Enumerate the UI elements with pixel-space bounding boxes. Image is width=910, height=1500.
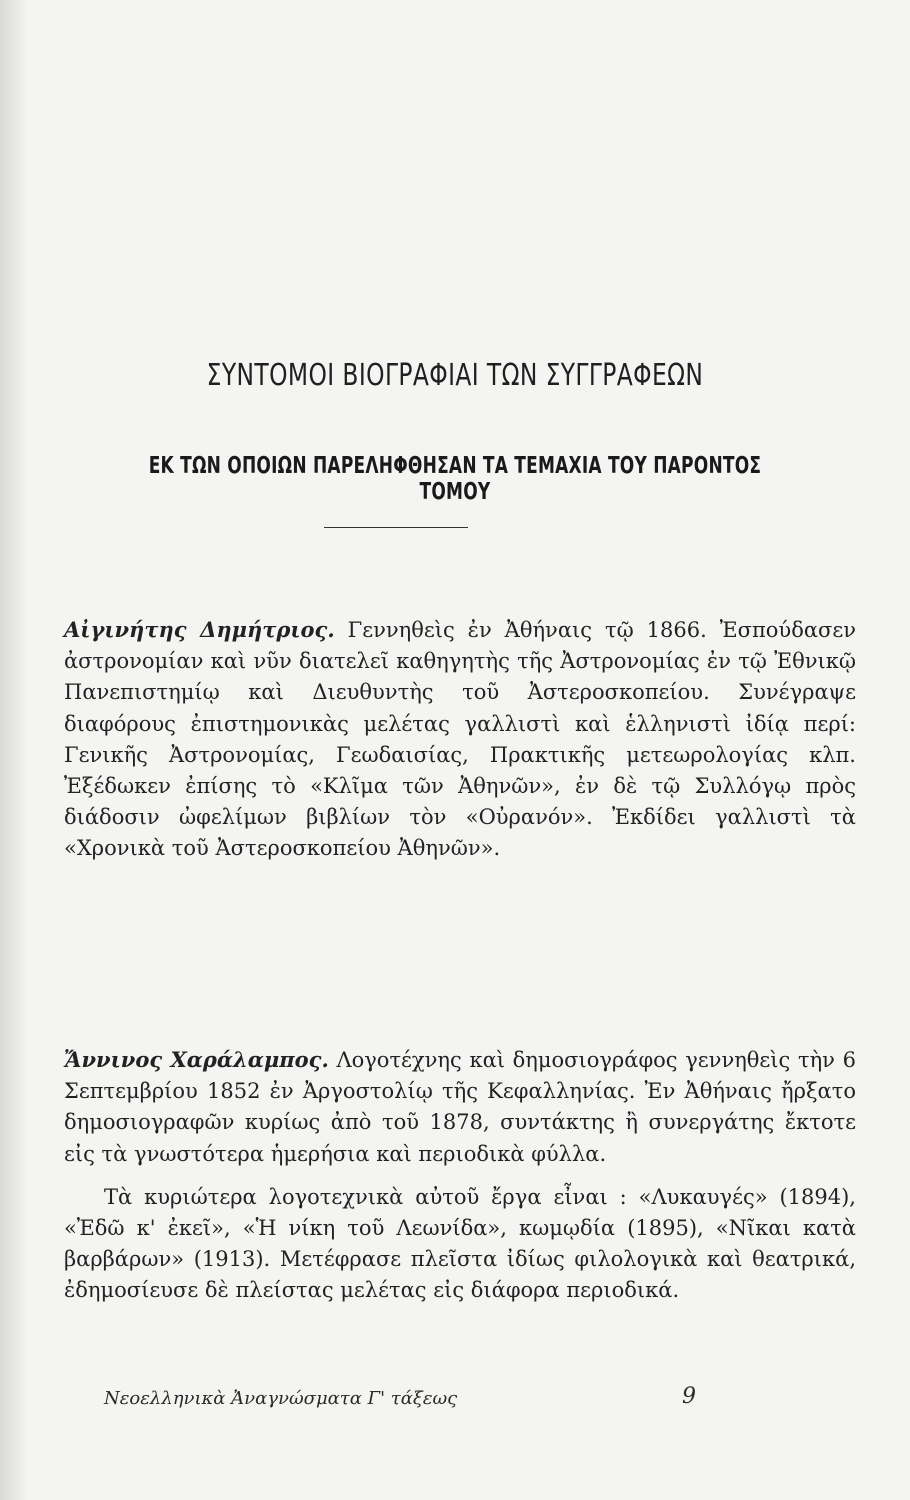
footer-signature-mark: 9 <box>682 1384 696 1409</box>
page-subtitle: ΕΚ ΤΩΝ ΟΠΟΙΩΝ ΠΑΡΕΛΗΦΘΗΣΑΝ ΤΑ ΤΕΜΑΧΙΑ ΤΟΥ ΠΑΡΟΝΤΟΣ ΤΟΜΟΥ <box>148 453 762 505</box>
biography-entry-aiginitis <box>64 614 856 865</box>
page-edge-shadow <box>0 0 28 1500</box>
divider-rule <box>324 527 468 528</box>
biography-text: Γεννηθεὶς ἐν Ἀθήναις τῷ 1866. Ἐσπούδασεν ἀστρονομίαν καὶ νῦν διατελεῖ καθηγητὴς τῆς Ἀστρονομίας ἐν τῷ Ἐθνικῷ Πανεπιστημίῳ καὶ Διευθυντὴς τοῦ Ἀστεροσκοπείου. Συνέγραψε διαφόρους ἐπιστημονικὰς μελέτας γαλλιστὶ καὶ ἑλληνιστὶ ἰδίᾳ περί: Γενικῆς Ἀστρονομίας, Γεωδαισίας, Πρακτικῆς μετεωρολογίας κλπ. Ἐξέδωκεν ἐπίσης τὸ «Κλῖμα τῶν Ἀθηνῶν», ἐν δὲ τῷ Συλλόγῳ πρὸς διάδοσιν ὠφελίμων βιβλίων τὸν «Οὐρανόν». Ἐκδίδει γαλλιστὶ τὰ «Χρονικὰ τοῦ Ἀστεροσκοπείου Ἀθηνῶν». <box>64 618 856 861</box>
biography-paragraph: Τὰ κυριώτερα λογοτεχνικὰ αὐτοῦ ἔργα εἶναι : «Λυκαυγές» (1894), «Ἐδῶ κ' ἐκεῖ», «Ἡ νίκη τοῦ Λεωνίδα», κωμῳδία (1895), «Νῖκαι κατὰ βαρβάρων» (1913). Μετέφρασε πλεῖστα ἰδίως φιλολογικὰ καὶ θεατρικά, ἐδημοσίευσε δὲ πλείστας μελέτας εἰς διάφορα περιοδικά. <box>64 1184 856 1303</box>
biography-entry-anninos <box>64 1044 856 1307</box>
biography-paragraph <box>64 614 856 865</box>
author-name: Αἰγινήτης Δημήτριος. <box>64 617 335 642</box>
biography-text: Λογοτέχνης καὶ δημοσιογράφος γεννηθεὶς τὴν 6 Σεπτεμβρίου 1852 ἐν Ἀργοστολίῳ τῆς Κεφαλληνίας. Ἐν Ἀθήναις ἤρξατο δημοσιογραφῶν κυρίως ἀπὸ τοῦ 1878, συντάκτης ἢ συνεργάτης ἔκτοτε εἰς τὰ γνωστότερα ἡμερήσια καὶ περιοδικὰ φύλλα. <box>64 1048 856 1166</box>
author-name: Ἄννινος Χαράλαμπος. <box>64 1047 329 1072</box>
biography-paragraph <box>64 1044 856 1170</box>
footer-book-title: Νεοελληνικὰ Ἀναγνώσματα Γ' τάξεως <box>104 1388 458 1409</box>
page-title: ΣΥΝΤΟΜΟΙ ΒΙΟΓΡΑΦΙΑΙ ΤΩΝ ΣΥΓΓΡΑΦΕΩΝ <box>206 358 704 393</box>
